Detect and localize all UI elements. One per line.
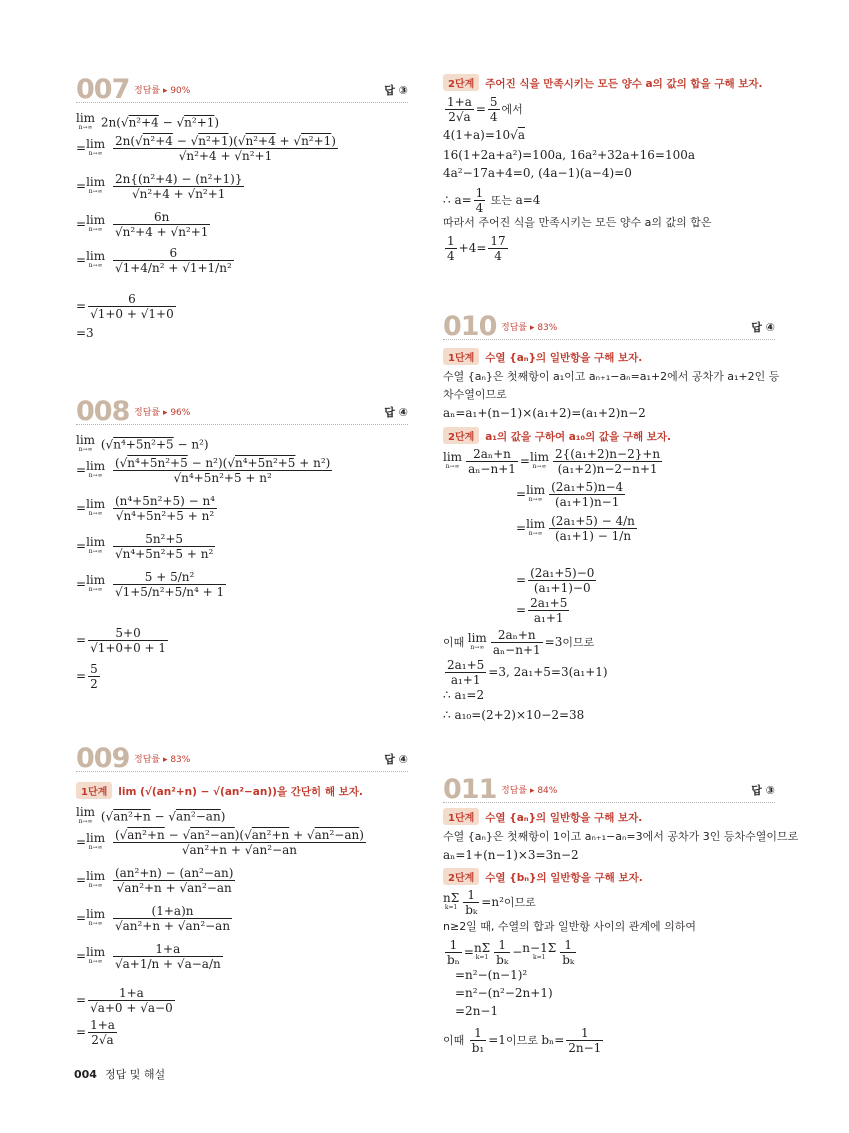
- correct-rate: 정답률 ▸ 84%: [501, 786, 558, 796]
- math-line: lim n→∞ $\frac{\text{2aₙ+n}}{\text{aₙ−n+1}}$ =lim n→∞ $\frac{\text{2\{(a₁+2)n−2\}+n}}{\text{(a₁+2)n−2−n+1}}$: [443, 447, 661, 476]
- math-line: =lim n→∞ $\frac{6n}{\text{√n²+4 + √n²+1}}$: [76, 210, 209, 239]
- answer-badge: 답 ④: [384, 406, 408, 419]
- stage-title: 수열 {aₙ}의 일반항을 구해 보자.: [485, 352, 643, 364]
- stage-heading: [443, 868, 643, 885]
- math-line: $\frac{1}{4}$ +4= $\frac{17}{4}$: [447, 234, 506, 263]
- correct-rate: 정답률 ▸ 90%: [134, 86, 191, 96]
- problem-number: 011: [443, 774, 497, 805]
- answer-badge: 답 ③: [384, 84, 408, 97]
- math-line: 16(1+2a+a²)=100a, 16a²+32a+16=100a: [443, 148, 696, 162]
- math-line: 이때 $\frac{1}{\text{b₁}}$ =1이므로 bₙ= $\frac{1}{2n-1}$: [443, 1026, 602, 1055]
- math-line: ∴ a₁=2: [443, 688, 485, 702]
- math-line: = $\frac{1+a}{2√a}$: [76, 1018, 115, 1047]
- problem-header-009: [76, 745, 408, 772]
- text-line: 따라서 주어진 식을 만족시키는 모든 양수 a의 값의 합은: [443, 216, 712, 229]
- stage-heading: [443, 427, 671, 444]
- math-line: = $\frac{\text{(2a₁+5)−0}}{\text{(a₁+1)−0}}$: [516, 566, 595, 595]
- correct-rate: 정답률 ▸ 83%: [501, 323, 558, 333]
- stage-heading: [76, 782, 363, 799]
- stage-title: a₁의 값을 구하여 a₁₀의 값을 구해 보자.: [485, 431, 672, 443]
- problem-number: 007: [76, 74, 130, 105]
- math-line: =n²−(n−1)²: [455, 968, 528, 982]
- math-line: ∴ a= $\frac{1}{4}$ 또는 a=4: [443, 186, 541, 215]
- math-line: =3: [76, 326, 94, 340]
- stage-title: 수열 {aₙ}의 일반항을 구해 보자.: [485, 812, 643, 824]
- problem-header-011: [443, 776, 775, 803]
- math-line: = $\frac{1+a}{√a+0 + √a-0}$: [76, 986, 173, 1015]
- stage-label: 1단계: [76, 782, 112, 799]
- math-line: =lim n→∞ $\frac{(1+a)n}{\text{√an²+n + √an²−an}}$: [76, 904, 231, 933]
- stage-title: 수열 {bₙ}의 일반항을 구해 보자.: [485, 872, 643, 884]
- math-line: =lim n→∞ $\frac{\text{(n⁴+5n²+5) − n⁴}}{\text{√n⁴+5n²+5 + n²}}$: [76, 494, 215, 523]
- math-line: lim n→∞ (√an²+n − √an²−an): [76, 805, 226, 825]
- text-line: 수열 {aₙ}은 첫째항이 a₁이고 aₙ₊₁−aₙ=a₁+2에서 공차가 a₁+2인 등: [443, 370, 780, 383]
- math-line: aₙ=a₁+(n−1)×(a₁+2)=(a₁+2)n−2: [443, 406, 646, 420]
- problem-number: 008: [76, 396, 130, 427]
- math-line: $\frac{1+a}{2√a}$ = $\frac{5}{4}$ 에서: [447, 95, 523, 124]
- stage-label: 1단계: [443, 348, 479, 365]
- stage-label: 1단계: [443, 808, 479, 825]
- answer-badge: 답 ③: [751, 784, 775, 797]
- problem-number: 009: [76, 743, 130, 774]
- math-line: lim n→∞ (√n⁴+5n²+5 − n²): [76, 433, 209, 453]
- correct-rate: 정답률 ▸ 96%: [134, 408, 191, 418]
- text-line: 수열 {aₙ}은 첫째항이 1이고 aₙ₊₁−aₙ=3에서 공차가 3인 등차수열이므로: [443, 830, 799, 843]
- math-line: = $\frac{\text{2a₁+5}}{\text{a₁+1}}$: [516, 596, 568, 625]
- math-line: ∴ a₁₀=(2+2)×10−2=38: [443, 708, 585, 722]
- page-number: 004: [74, 1068, 97, 1081]
- math-line: $\frac{\text{2a₁+5}}{\text{a₁+1}}$ =3, 2a₁+5=3(a₁+1): [447, 658, 608, 687]
- math-line: 이때 lim n→∞ $\frac{\text{2aₙ+n}}{\text{aₙ−n+1}}$ =3이므로: [443, 628, 595, 657]
- math-line: = $\frac{5+0}{√1+0+0 + 1}$: [76, 626, 167, 655]
- problem-header-010: [443, 313, 775, 340]
- math-line: = $\frac{5}{2}$: [76, 662, 98, 691]
- math-line: =lim n→∞ $\frac{\text{(2a₁+5) − 4/n}}{\text{(a₁+1) − 1/n}}$: [516, 514, 635, 543]
- math-line: =n²−(n²−2n+1): [455, 986, 553, 1000]
- math-line: =lim n→∞ $\frac{\text{(√an²+n − √an²−an)(√an²+n + √an²−an)}}{\text{√an²+n + √an²−an}}$: [76, 828, 364, 857]
- correct-rate: 정답률 ▸ 83%: [134, 755, 191, 765]
- page-footer: [74, 1066, 165, 1082]
- problem-number: 010: [443, 311, 497, 342]
- math-line: =lim n→∞ $\frac{\text{(2a₁+5)n−4}}{\text{(a₁+1)n−1}}$: [516, 480, 624, 509]
- stage-label: 2단계: [443, 427, 479, 444]
- math-line: nΣ k=1 $\frac{1}{\text{bₖ}}$ =n²이므로: [443, 888, 536, 917]
- math-line: =lim n→∞ $\frac{\text{5 + 5/n²}}{\text{√1+5/n²+5/n⁴ + 1}}$: [76, 570, 225, 599]
- footer-title: 정답 및 해설: [104, 1068, 166, 1081]
- problem-header-007: [76, 76, 408, 103]
- math-line: =lim n→∞ $\frac{1+a}{√a+1/n + √a-a/n}$: [76, 942, 221, 971]
- stage-title: lim (√(an²+n) − √(an²−an))을 간단히 해 보자.: [118, 786, 363, 798]
- math-line: =lim n→∞ $\frac{\text{(√n⁴+5n²+5 − n²)(√n⁴+5n²+5 + n²)}}{\text{√n⁴+5n²+5 + n²}}$: [76, 456, 331, 485]
- math-line: $\frac{1}{\text{bₙ}}$ =nΣ k=1 $\frac{1}{\text{bₖ}}$ −n−1Σ k=1 $\frac{1}{\text{bₖ}}$: [447, 938, 575, 967]
- text-line: n≥2일 때, 수열의 합과 일반항 사이의 관계에 의하여: [443, 920, 697, 933]
- math-line: =lim n→∞ $\frac{6}{\text{√1+4/n² + √1+1/n²}}$: [76, 246, 232, 275]
- math-line: =lim n→∞ $\frac{\text{2n(√n²+4 − √n²+1)(√n²+4 + √n²+1)}}{\text{√n²+4 + √n²+1}}$: [76, 134, 336, 163]
- stage-heading: [443, 348, 642, 365]
- math-line: = $\frac{6}{√1+0 + √1+0}$: [76, 292, 174, 321]
- stage-title: 주어진 식을 만족시키는 모든 양수 a의 값의 합을 구해 보자.: [485, 78, 763, 90]
- math-line: =lim n→∞ $\frac{\text{(an²+n) − (an²−an)}}{\text{√an²+n + √an²−an}}$: [76, 866, 234, 895]
- stage-label: 2단계: [443, 74, 479, 91]
- math-line: =2n−1: [455, 1004, 499, 1018]
- stage-heading: [443, 808, 642, 825]
- stage-label: 2단계: [443, 868, 479, 885]
- stage-heading: [443, 74, 763, 91]
- problem-header-008: [76, 398, 408, 425]
- math-line: aₙ=1+(n−1)×3=3n−2: [443, 848, 579, 862]
- math-line: 4a²−17a+4=0, (4a−1)(a−4)=0: [443, 166, 632, 180]
- math-line: lim n→∞ 2n(√n²+4 − √n²+1): [76, 111, 220, 131]
- answer-badge: 답 ④: [751, 321, 775, 334]
- math-line: =lim n→∞ $\frac{\text{5n²+5}}{\text{√n⁴+5n²+5 + n²}}$: [76, 532, 214, 561]
- math-line: =lim n→∞ $\frac{\text{2n\{(n²+4) − (n²+1)\}}}{\text{√n²+4 + √n²+1}}$: [76, 172, 243, 201]
- answer-badge: 답 ④: [384, 753, 408, 766]
- math-line: 4(1+a)=10√a: [443, 128, 525, 142]
- text-line: 차수열이므로: [443, 388, 507, 401]
